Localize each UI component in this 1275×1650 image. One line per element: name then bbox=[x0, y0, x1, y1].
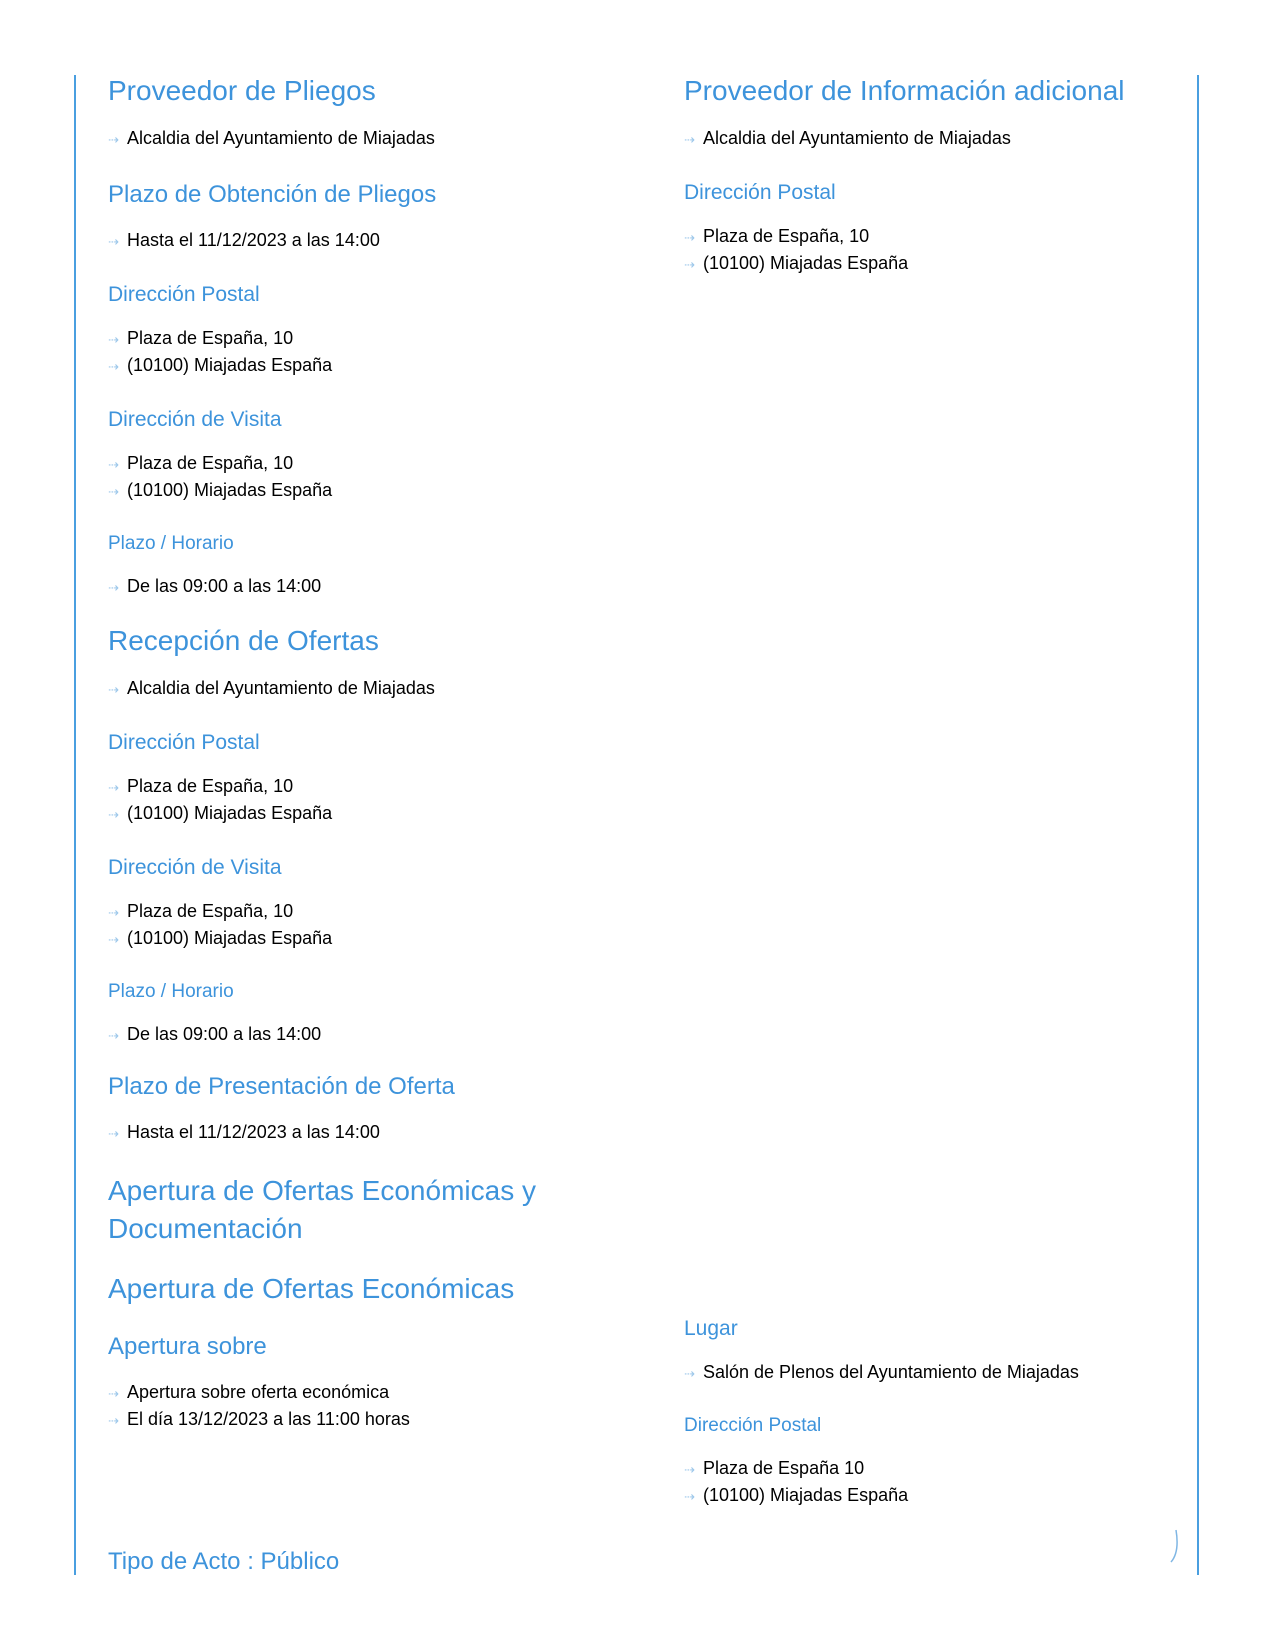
arrow-bullet-icon: ⇢ bbox=[684, 1462, 695, 1477]
list-item-text: Plaza de España 10 bbox=[703, 1458, 865, 1478]
lugar-list bbox=[684, 1359, 1184, 1386]
list-item bbox=[108, 1119, 668, 1146]
list-item bbox=[108, 1406, 668, 1433]
recepcion-plazo-horario-list bbox=[108, 1021, 668, 1048]
list-item-text: De las 09:00 a las 14:00 bbox=[127, 576, 322, 596]
arrow-bullet-icon: ⇢ bbox=[108, 807, 119, 822]
proveedor-pliegos-list bbox=[108, 125, 668, 152]
arrow-bullet-icon: ⇢ bbox=[108, 1126, 119, 1141]
list-item-text: (10100) Miajadas España bbox=[703, 1485, 909, 1505]
list-item bbox=[108, 898, 668, 925]
arrow-bullet-icon: ⇢ bbox=[684, 1366, 695, 1381]
list-item bbox=[684, 125, 1184, 152]
right-direccion-postal-heading: Dirección Postal bbox=[684, 181, 836, 204]
list-item-text: Alcaldia del Ayuntamiento de Miajadas bbox=[127, 128, 435, 148]
list-item bbox=[108, 675, 668, 702]
apertura-economicas-heading: Apertura de Ofertas Económicas bbox=[108, 1273, 515, 1304]
recepcion-ofertas-list bbox=[108, 675, 668, 702]
plazo-horario-heading: Plazo / Horario bbox=[108, 533, 234, 554]
direccion-visita-list bbox=[108, 450, 668, 504]
list-item-text: El día 13/12/2023 a las 11:00 horas bbox=[127, 1409, 410, 1429]
apertura-documentacion-heading: Apertura de Ofertas Económicas y Documentación bbox=[108, 1175, 536, 1244]
list-item-text: Plaza de España, 10 bbox=[703, 226, 870, 246]
direccion-visita-heading: Dirección de Visita bbox=[108, 408, 282, 431]
recepcion-plazo-horario-heading: Plazo / Horario bbox=[108, 981, 234, 1002]
list-item-text: Hasta el 11/12/2023 a las 14:00 bbox=[127, 1122, 380, 1142]
list-item bbox=[108, 125, 668, 152]
recepcion-direccion-visita-heading: Dirección de Visita bbox=[108, 856, 282, 879]
apertura-sobre-list bbox=[108, 1379, 668, 1433]
arrow-bullet-icon: ⇢ bbox=[108, 132, 119, 147]
arrow-bullet-icon: ⇢ bbox=[108, 932, 119, 947]
list-item bbox=[684, 223, 1184, 250]
plazo-obtencion-list bbox=[108, 227, 668, 254]
list-item bbox=[684, 1359, 1184, 1386]
lugar-direccion-postal-list bbox=[684, 1455, 1184, 1509]
list-item bbox=[108, 1379, 668, 1406]
list-item-text: Salón de Plenos del Ayuntamiento de Miajadas bbox=[703, 1362, 1079, 1382]
lugar-column bbox=[684, 1314, 1184, 1509]
proveedor-pliegos-heading: Proveedor de Pliegos bbox=[108, 75, 376, 106]
list-item-text: Apertura sobre oferta económica bbox=[127, 1382, 390, 1402]
apertura-sobre-heading: Apertura sobre bbox=[108, 1333, 267, 1360]
proveedor-info-heading: Proveedor de Información adicional bbox=[684, 75, 1125, 106]
arrow-bullet-icon: ⇢ bbox=[108, 580, 119, 595]
right-direccion-postal-list bbox=[684, 223, 1184, 277]
tipo-acto-heading: Tipo de Acto : Público bbox=[108, 1548, 340, 1575]
lugar-direccion-postal-heading: Dirección Postal bbox=[684, 1415, 822, 1436]
arrow-bullet-icon: ⇢ bbox=[684, 132, 695, 147]
direccion-postal-list bbox=[108, 325, 668, 379]
list-item bbox=[108, 925, 668, 952]
list-item-text: Hasta el 11/12/2023 a las 14:00 bbox=[127, 230, 380, 250]
arrow-bullet-icon: ⇢ bbox=[684, 257, 695, 272]
list-item-text: Plaza de España, 10 bbox=[127, 901, 294, 921]
list-item bbox=[108, 325, 668, 352]
plazo-horario-list bbox=[108, 573, 668, 600]
arrow-bullet-icon: ⇢ bbox=[108, 484, 119, 499]
arrow-bullet-icon: ⇢ bbox=[108, 1028, 119, 1043]
list-item bbox=[108, 800, 668, 827]
arrow-bullet-icon: ⇢ bbox=[108, 457, 119, 472]
list-item bbox=[108, 1021, 668, 1048]
arrow-bullet-icon: ⇢ bbox=[684, 1489, 695, 1504]
arrow-bullet-icon: ⇢ bbox=[108, 682, 119, 697]
list-item-text: Plaza de España, 10 bbox=[127, 453, 294, 473]
recepcion-direccion-postal-list bbox=[108, 773, 668, 827]
list-item-text: Alcaldia del Ayuntamiento de Miajadas bbox=[703, 128, 1011, 148]
recepcion-ofertas-heading: Recepción de Ofertas bbox=[108, 625, 379, 656]
direccion-postal-heading: Dirección Postal bbox=[108, 283, 260, 306]
list-item bbox=[108, 450, 668, 477]
list-item bbox=[108, 227, 668, 254]
list-item-text: (10100) Miajadas España bbox=[127, 803, 333, 823]
arrow-bullet-icon: ⇢ bbox=[108, 234, 119, 249]
plazo-obtencion-heading: Plazo de Obtención de Pliegos bbox=[108, 181, 437, 208]
list-item bbox=[108, 773, 668, 800]
list-item bbox=[684, 250, 1184, 277]
corner-mark-icon bbox=[1168, 1528, 1180, 1566]
arrow-bullet-icon: ⇢ bbox=[108, 1386, 119, 1401]
right-column bbox=[684, 72, 1184, 277]
arrow-bullet-icon: ⇢ bbox=[684, 230, 695, 245]
arrow-bullet-icon: ⇢ bbox=[108, 1413, 119, 1428]
left-border-line bbox=[74, 75, 76, 1575]
recepcion-direccion-postal-heading: Dirección Postal bbox=[108, 731, 260, 754]
list-item bbox=[108, 573, 668, 600]
list-item bbox=[108, 352, 668, 379]
recepcion-direccion-visita-list bbox=[108, 898, 668, 952]
list-item-text: (10100) Miajadas España bbox=[127, 928, 333, 948]
list-item-text: (10100) Miajadas España bbox=[127, 355, 333, 375]
arrow-bullet-icon: ⇢ bbox=[108, 332, 119, 347]
arrow-bullet-icon: ⇢ bbox=[108, 359, 119, 374]
arrow-bullet-icon: ⇢ bbox=[108, 905, 119, 920]
list-item bbox=[684, 1482, 1184, 1509]
lugar-heading: Lugar bbox=[684, 1317, 738, 1340]
list-item bbox=[108, 477, 668, 504]
list-item-text: (10100) Miajadas España bbox=[127, 480, 333, 500]
list-item bbox=[684, 1455, 1184, 1482]
list-item-text: Plaza de España, 10 bbox=[127, 776, 294, 796]
right-border-line bbox=[1197, 75, 1199, 1575]
list-item-text: (10100) Miajadas España bbox=[703, 253, 909, 273]
proveedor-info-list bbox=[684, 125, 1184, 152]
plazo-presentacion-list bbox=[108, 1119, 668, 1146]
plazo-presentacion-heading: Plazo de Presentación de Oferta bbox=[108, 1073, 455, 1100]
arrow-bullet-icon: ⇢ bbox=[108, 780, 119, 795]
list-item-text: Plaza de España, 10 bbox=[127, 328, 294, 348]
list-item-text: De las 09:00 a las 14:00 bbox=[127, 1024, 322, 1044]
left-column bbox=[108, 72, 668, 1579]
list-item-text: Alcaldia del Ayuntamiento de Miajadas bbox=[127, 678, 435, 698]
